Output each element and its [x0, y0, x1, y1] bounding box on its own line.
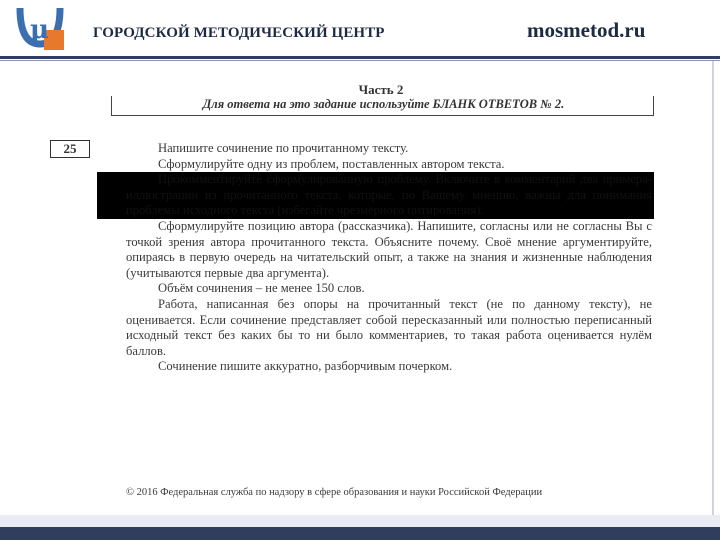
task-paragraph: Напишите сочинение по прочитанному тексту.: [158, 141, 409, 155]
footer-band-light: [0, 515, 720, 527]
instruction-box: [111, 96, 654, 116]
mosmetod-logo-icon: [14, 4, 66, 52]
task-text: [126, 141, 652, 375]
slide-border: [712, 61, 714, 518]
part-title: Часть 2: [358, 82, 404, 97]
task-paragraph: Сочинение пишите аккуратно, разборчивым почерком.: [158, 359, 453, 374]
task-paragraph: Сформулируйте одну из проблем, поставленных автором текста.: [158, 156, 505, 171]
highlighted-paragraph: Прокомментируйте сформулированную проблему. Включите в комментарий два примера-иллюстрации из прочитанного текста, которые, по Вашему мнению, важны для понимания проблемы исходного текста (избегайте чрезмерного цитирования).: [97, 172, 654, 219]
instruction-text: Для ответа на это задание используйте БЛАНК ОТВЕТОВ № 2.: [202, 97, 565, 111]
task-paragraph: Объём сочинения – не менее 150 слов.: [158, 281, 365, 296]
header: [0, 0, 720, 56]
logo-glyph: μ: [30, 15, 50, 45]
header-divider-thin: [0, 60, 720, 61]
task-paragraph: Работа, написанная без опоры на прочитанный текст (не по данному тексту), не оценивается. Если сочинение представляет собой пересказанный или полностью переписанный исходный текст без каких бы то ни было комментариев, то такая работа оценивается нулём баллов.: [126, 296, 652, 358]
site-link[interactable]: mosmetod.ru: [527, 18, 646, 42]
copyright: © 2016 Федеральная служба по надзору в сфере образования и науки Российской Федерации: [126, 487, 543, 498]
org-name: ГОРОДСКОЙ МЕТОДИЧЕСКИЙ ЦЕНТР: [93, 25, 385, 41]
header-divider: [0, 56, 720, 59]
footer-band-dark: [0, 527, 720, 540]
task-number: 25: [50, 140, 90, 158]
task-paragraph: Сформулируйте позицию автора (рассказчика). Напишите, согласны или не согласны Вы с точкой зрения автора прочитанного текста. Объясните почему. Своё мнение аргументируйте, опираясь в первую очередь на читательский опыт, а также на знания и жизненные наблюдения (учитываются первые два аргумента).: [126, 218, 652, 280]
